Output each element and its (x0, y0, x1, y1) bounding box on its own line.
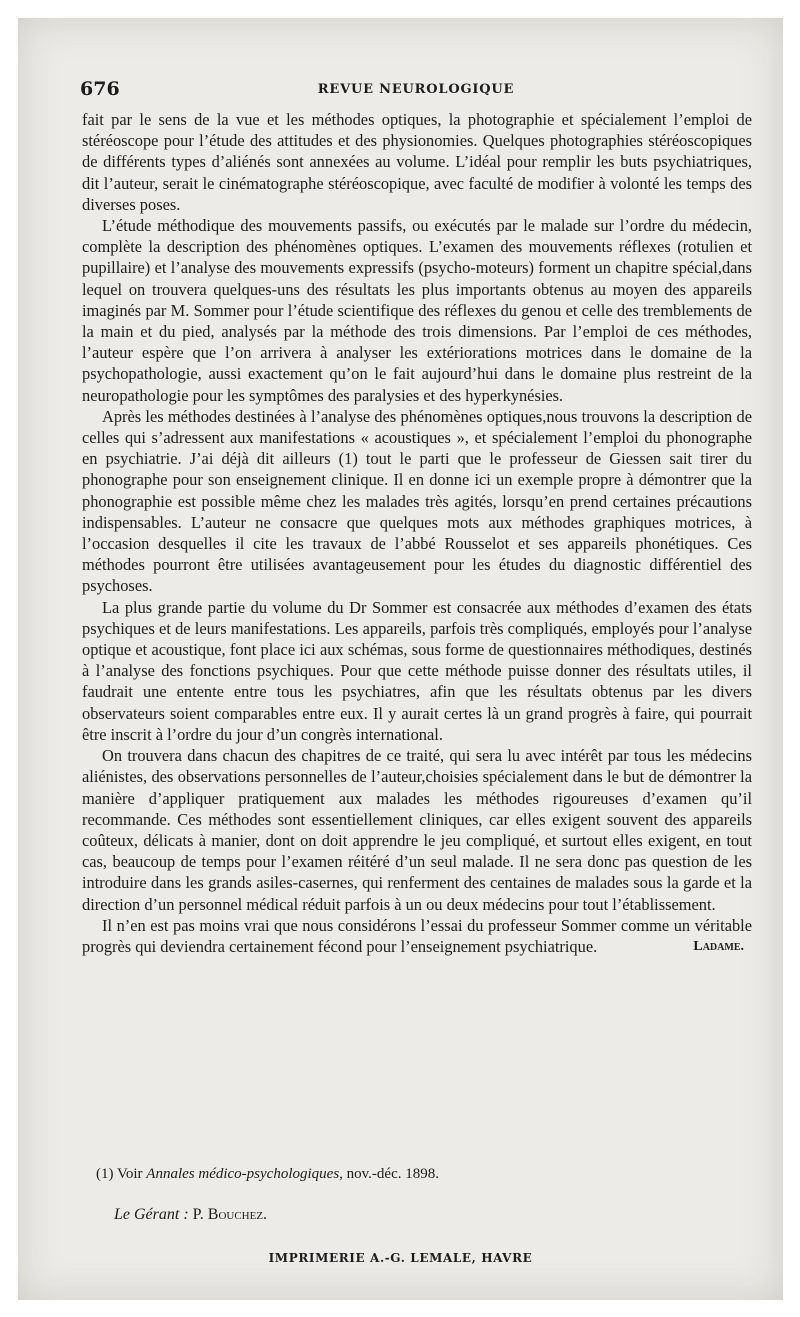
paragraph-5: On trouvera dans chacun des chapitres de ce traité, qui sera lu avec intérêt par tous les médecins aliénistes, des observations personnelles de l’auteur,choisies spécialement dans le but de démontrer la manière d’appliquer pratiquement aux malades les méthodes rigoureuses d’examen qu’il recommande. Ces méthodes sont essentiellement cliniques, car elles exigent souvent des appareils coûteux, délicats à manier, dont on doit apprendre le jeu compliqué, et surtout elles exigent, en tout cas, beaucoup de temps pour l’examen réitéré d’un seul malade. Il ne sera donc pas question de les introduire dans les grands asiles-casernes, qui renferment des centaines de malades sous la garde et la direction d’un personnel médical réduit parfois à un ou deux médecins pour tout l’établissement. (82, 746, 752, 914)
author-signature: Ladame. (693, 939, 744, 955)
footnote-journal: Annales médico-psychologiques (146, 1166, 340, 1182)
gerant-line (114, 1206, 267, 1224)
gerant-name: P. Bouchez. (192, 1206, 268, 1223)
paragraph-1: fait par le sens de la vue et les méthodes optiques, la photographie et spécialement l’emploi de stéréoscope pour l’étude des attitudes et des physionomies. Quelques photographies stéréoscopiques de différents types d’aliénés sont annexées au volume. L’idéal pour remplir les buts psychiatriques, dit l’auteur, serait le cinématographe stéréoscopique, avec faculté de modifier à volonté les temps des diverses poses. (82, 110, 752, 214)
paragraph-6: Il n’en est pas moins vrai que nous considérons l’essai du professeur Sommer comme un véritable progrès qui deviendra certainement fécond pour l’enseignement psychiatrique. (82, 915, 752, 956)
paragraph-3: Après les méthodes destinées à l’analyse des phénomènes optiques,nous trouvons la description de celles qui s’adressent aux manifestations « acoustiques », et spécialement l’emploi du phonographe en psychiatrie. J’ai déjà dit ailleurs (1) tout le parti que le professeur de Giessen sait tirer du phonographe pour son enseignement clinique. Il en donne ici un exemple propre à démontrer que la phonographie est possible même chez les malades très agités, lorsqu’en prend certaines précautions indispensables. L’auteur ne consacre que quelques mots aux méthodes graphiques motrices, à l’occasion desquelles il cite les travaux de l’abbé Rousselot et ses appareils phonétiques. Ces méthodes pourront être utilisées avantageusement pour les études du diagnostic différentiel des psychoses. (82, 406, 752, 596)
footnote-suffix: , nov.-déc. 1898. (339, 1166, 439, 1182)
article-body (82, 109, 752, 957)
footnote (96, 1166, 439, 1183)
page-number: 676 (80, 78, 120, 100)
scanned-page (18, 18, 783, 1300)
footnote-prefix: (1) Voir (96, 1166, 147, 1182)
gerant-label: Le Gérant : (114, 1206, 189, 1223)
journal-title: REVUE NEUROLOGIQUE (317, 82, 515, 97)
printer-imprint: IMPRIMERIE A.-G. LEMALE, HAVRE (268, 1251, 533, 1265)
paragraph-2: L’étude méthodique des mouvements passifs, ou exécutés par le malade sur l’ordre du médecin, complète la description des phénomènes optiques. L’examen des mouvements réflexes (rotulien et pupillaire) et l’analyse des mouvements expressifs (psycho-moteurs) forment un chapitre spécial,dans lequel on trouvera quelques-uns des résultats les plus importants obtenus au moyen des appareils imaginés par M. Sommer pour l’étude scientifique des réflexes du genou et celle des tremblements de la main et du pied, analysés par la méthode des trois dimensions. Par l’emploi de ces méthodes, l’auteur espère que l’on arrivera à analyser les extériorations motrices dans le domaine de la psychopathologie, aussi exactement qu’on le fait aujourd’hui dans le domaine plus restreint de la neuropathologie pour les symptômes des paralysies et des hyperkynésies. (82, 216, 752, 405)
running-header (80, 78, 752, 106)
paragraph-4: La plus grande partie du volume du Dr Sommer est consacrée aux méthodes d’examen des états psychiques et de leurs manifestations. Les appareils, parfois très compliqués, employés pour l’analyse optique et acoustique, font place ici aux schémas, sous forme de questionnaires méthodiques, destinés à l’analyse des fonctions psychiques. Pour que cette méthode puisse donner des résultats utiles, il faudrait une entente entre tous les psychiatres, afin que les résultats obtenus par les divers observateurs soient comparables entre eux. Il y aurait certes là un grand progrès à faire, qui pourrait être inscrit à l’ordre du jour d’un congrès international. (82, 597, 752, 744)
